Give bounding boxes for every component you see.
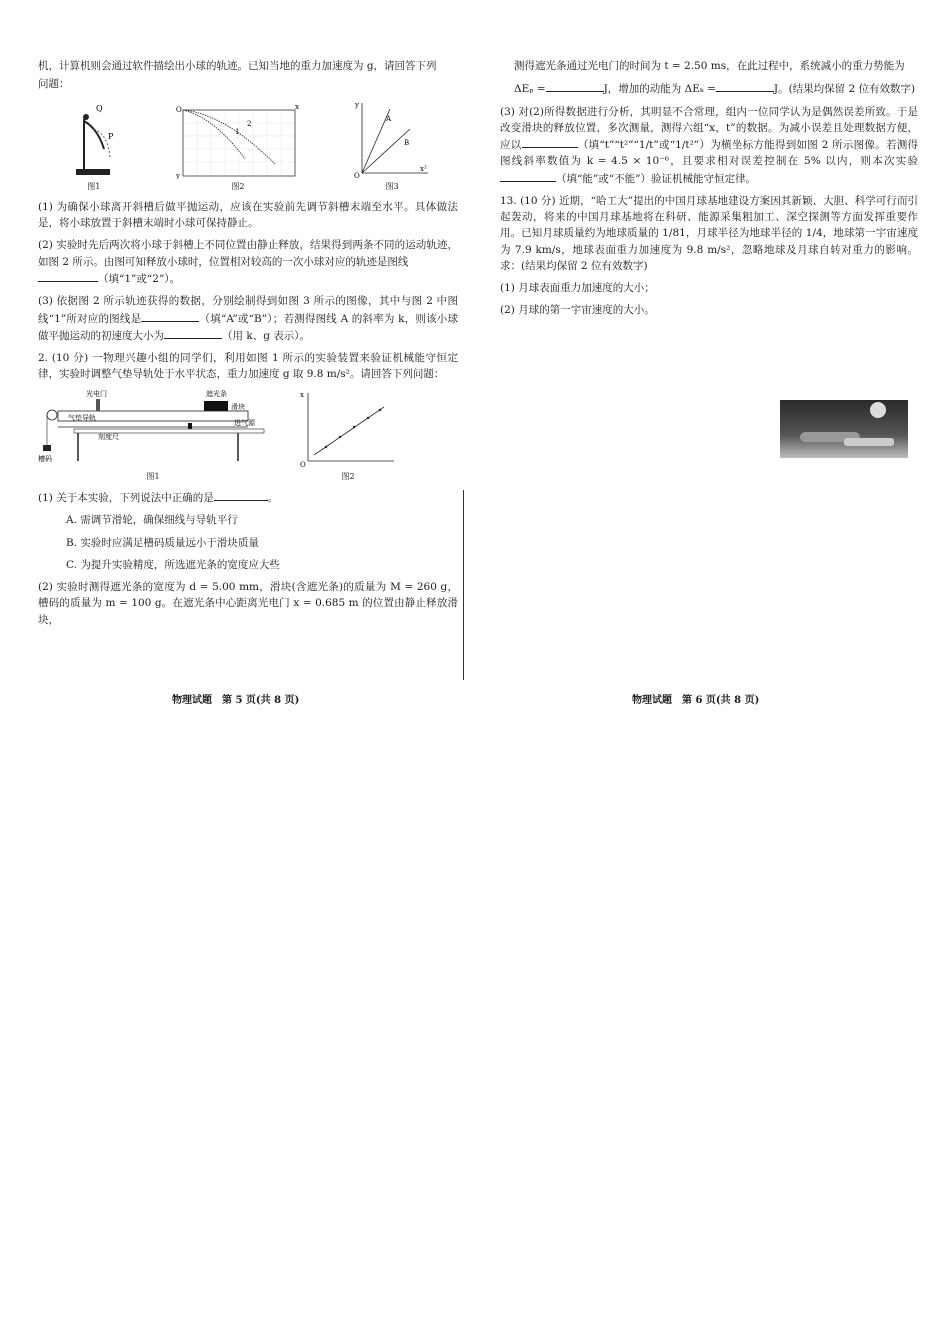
fig3-caption: 图3: [385, 181, 399, 191]
figure-3: [352, 99, 432, 193]
fig1-label-q: Q: [95, 103, 103, 113]
moon-base-illustration: [780, 400, 908, 458]
continuation-line-1: 测得遮光条通过光电门的时间为 t = 2.50 ms，在此过程中，系统减小的重力势能为: [514, 60, 905, 72]
fig1-caption: 图1: [87, 181, 101, 191]
answer-blank-verify[interactable]: [500, 170, 556, 182]
trajectory-grid: [175, 104, 300, 179]
fig1-label-p: P: [107, 131, 114, 141]
question-2: (2) 实验时先后两次将小球于斜槽上不同位置由静止释放，结果得到两条不同的运动轨迹，如图 2 所示。由图可知释放小球时，位置相对较高的一次小球对应的轨迹是图线 （填“1”或“2”）。: [38, 239, 458, 285]
label-weights: 槽码: [38, 454, 52, 463]
figure-row-2: [38, 389, 458, 483]
column-divider: [463, 490, 464, 680]
fig-b2-label-o: O: [300, 460, 306, 469]
fig2-label-y: y: [176, 171, 181, 179]
label-shading-strip: 遮光条: [206, 389, 227, 398]
problem-13-question-2: (2) 月球的第一宇宙速度的大小。: [500, 304, 655, 317]
fig2-label-o: O: [176, 105, 183, 114]
label-air-track: 气垫导轨: [68, 413, 96, 422]
intro-line-1: 机，计算机则会通过软件描绘出小球的轨迹。已知当地的重力加速度为 g，请回答下列: [38, 60, 437, 72]
fig2-label-x: x: [295, 103, 300, 111]
question-1: (1) 为确保小球离开斜槽后做平抛运动，应该在实验前先调节斜槽末端至水平。具体做法是，将小球放置于斜槽末端时小球可保持静止。: [38, 200, 458, 230]
air-track-apparatus: [38, 389, 268, 469]
label-ruler: 刻度尺: [98, 432, 119, 441]
fig-b1-caption: 图1: [146, 471, 160, 481]
right-page-footer: 物理试题 第 6 页(共 8 页): [632, 695, 760, 706]
fig-b2-caption: 图2: [341, 471, 355, 481]
continuation-line-2: ΔEₚ = J，增加的动能为 ΔEₖ = J。(结果均保留 2 位有效数字): [500, 80, 918, 97]
option-b: B. 实验时应满足槽码质量远小于滑块质量: [66, 536, 259, 549]
problem-12: 2. (10 分) 一物理兴趣小组的同学们，利用如图 1 所示的实验装置来验证机械能守恒定律，实验时调整气垫导轨处于水平状态，重力加速度 g 取 9.8 m/s²。请回答下列问题：: [38, 352, 458, 381]
y-x2-graph: [352, 99, 432, 179]
apparatus-drawing: [64, 99, 124, 179]
fig3-label-b: B: [404, 138, 410, 147]
problem-12-question-3: (3) 对(2)所得数据进行分析，其明显不合常理，组内一位同学认为是偶然误差所致。于是改变滑块的释放位置，多次测量，测得六组“x，t”的数据。为减小误差且处理数据方便，应以 （填“t”“t²”“1/t”或“1/t²”）为横坐标方能得到如图 2 所示图像。若测得图线斜率数值为 k = 4.5 × 10⁻⁶，且要求相对误差控制在 5% 以内，则本次实验（填“能”或“不能”）验证机械能守恒定律。: [500, 105, 919, 185]
label-photogate: 光电门: [86, 389, 107, 398]
answer-blank-q3a[interactable]: [141, 310, 199, 322]
figure-b2: [298, 389, 398, 483]
question-3: (3) 依据图 2 所示轨迹获得的数据，分别绘制得到如图 3 所示的图像，其中与图 2 中图线“1”所对应的图线是 （填“A”或“B”）；若测得图线 A 的斜率为 k，则该小球做平抛运动的初速度大小为 （用 k、g 表示）。: [38, 295, 458, 342]
intro-line-2: 问题：: [38, 78, 70, 91]
answer-blank-p12q1[interactable]: [214, 489, 268, 501]
figure-1: [64, 99, 124, 193]
fig3-label-x2: x²: [420, 164, 427, 173]
problem-12-question-1: (1) 关于本实验，下列说法中正确的是 。: [38, 489, 458, 506]
answer-blank-q3b[interactable]: [164, 327, 222, 339]
option-a: A. 需调节滑轮，确保细线与导轨平行: [66, 514, 238, 527]
figure-2: [175, 104, 300, 193]
x-graph: [298, 389, 398, 469]
answer-blank-ep[interactable]: [546, 80, 604, 92]
fig2-label-2: 2: [247, 119, 252, 128]
label-slider: 滑块: [231, 402, 245, 411]
fig3-label-o: O: [354, 171, 360, 179]
fig3-label-y: y: [355, 100, 360, 109]
answer-blank-axis[interactable]: [522, 136, 578, 148]
answer-blank-q2[interactable]: [38, 270, 98, 282]
figure-b1: [38, 389, 268, 483]
answer-blank-ek[interactable]: [716, 80, 774, 92]
right-column: [500, 58, 918, 325]
fig-b2-label-x: x: [300, 390, 304, 399]
problem-12-question-2: (2) 实验时测得遮光条的宽度为 d = 5.00 mm，滑块(含遮光条)的质量为 M = 260 g，槽码的质量为 m = 100 g。在遮光条中心距离光电门 x = 0.685 m 的位置由静止释放滑块，: [38, 581, 458, 626]
fig2-caption: 图2: [231, 181, 245, 191]
moon-base-photo: [780, 400, 908, 458]
fig2-label-1: 1: [235, 127, 240, 136]
fig3-label-a: A: [386, 114, 392, 123]
label-air-source: 进气源: [234, 418, 255, 427]
figure-row-1: [38, 99, 458, 193]
problem-13: 13. (10 分) 近期，“哈工大”提出的中国月球基地建设方案因其新颖、大胆、科学可行而引起轰动，将来的中国月球基地将在科研、能源采集粗加工、深空探测等方面发挥重要作用。已知月球质量约为地球质量的 1/81，月球半径为地球半径的 1/4，地球第一宇宙速度为 7.9 km/s，地球表面重力加速度为 9.8 m/s²，忽略地球及月球自转对重力的影响。求：(结果均保留 2 位有效数字): [500, 194, 918, 272]
left-column: [38, 58, 458, 634]
option-c: C. 为提升实验精度，所选遮光条的宽度应大些: [66, 558, 280, 571]
left-page-footer: 物理试题 第 5 页(共 8 页): [172, 695, 300, 706]
problem-13-question-1: (1) 月球表面重力加速度的大小；: [500, 282, 655, 295]
